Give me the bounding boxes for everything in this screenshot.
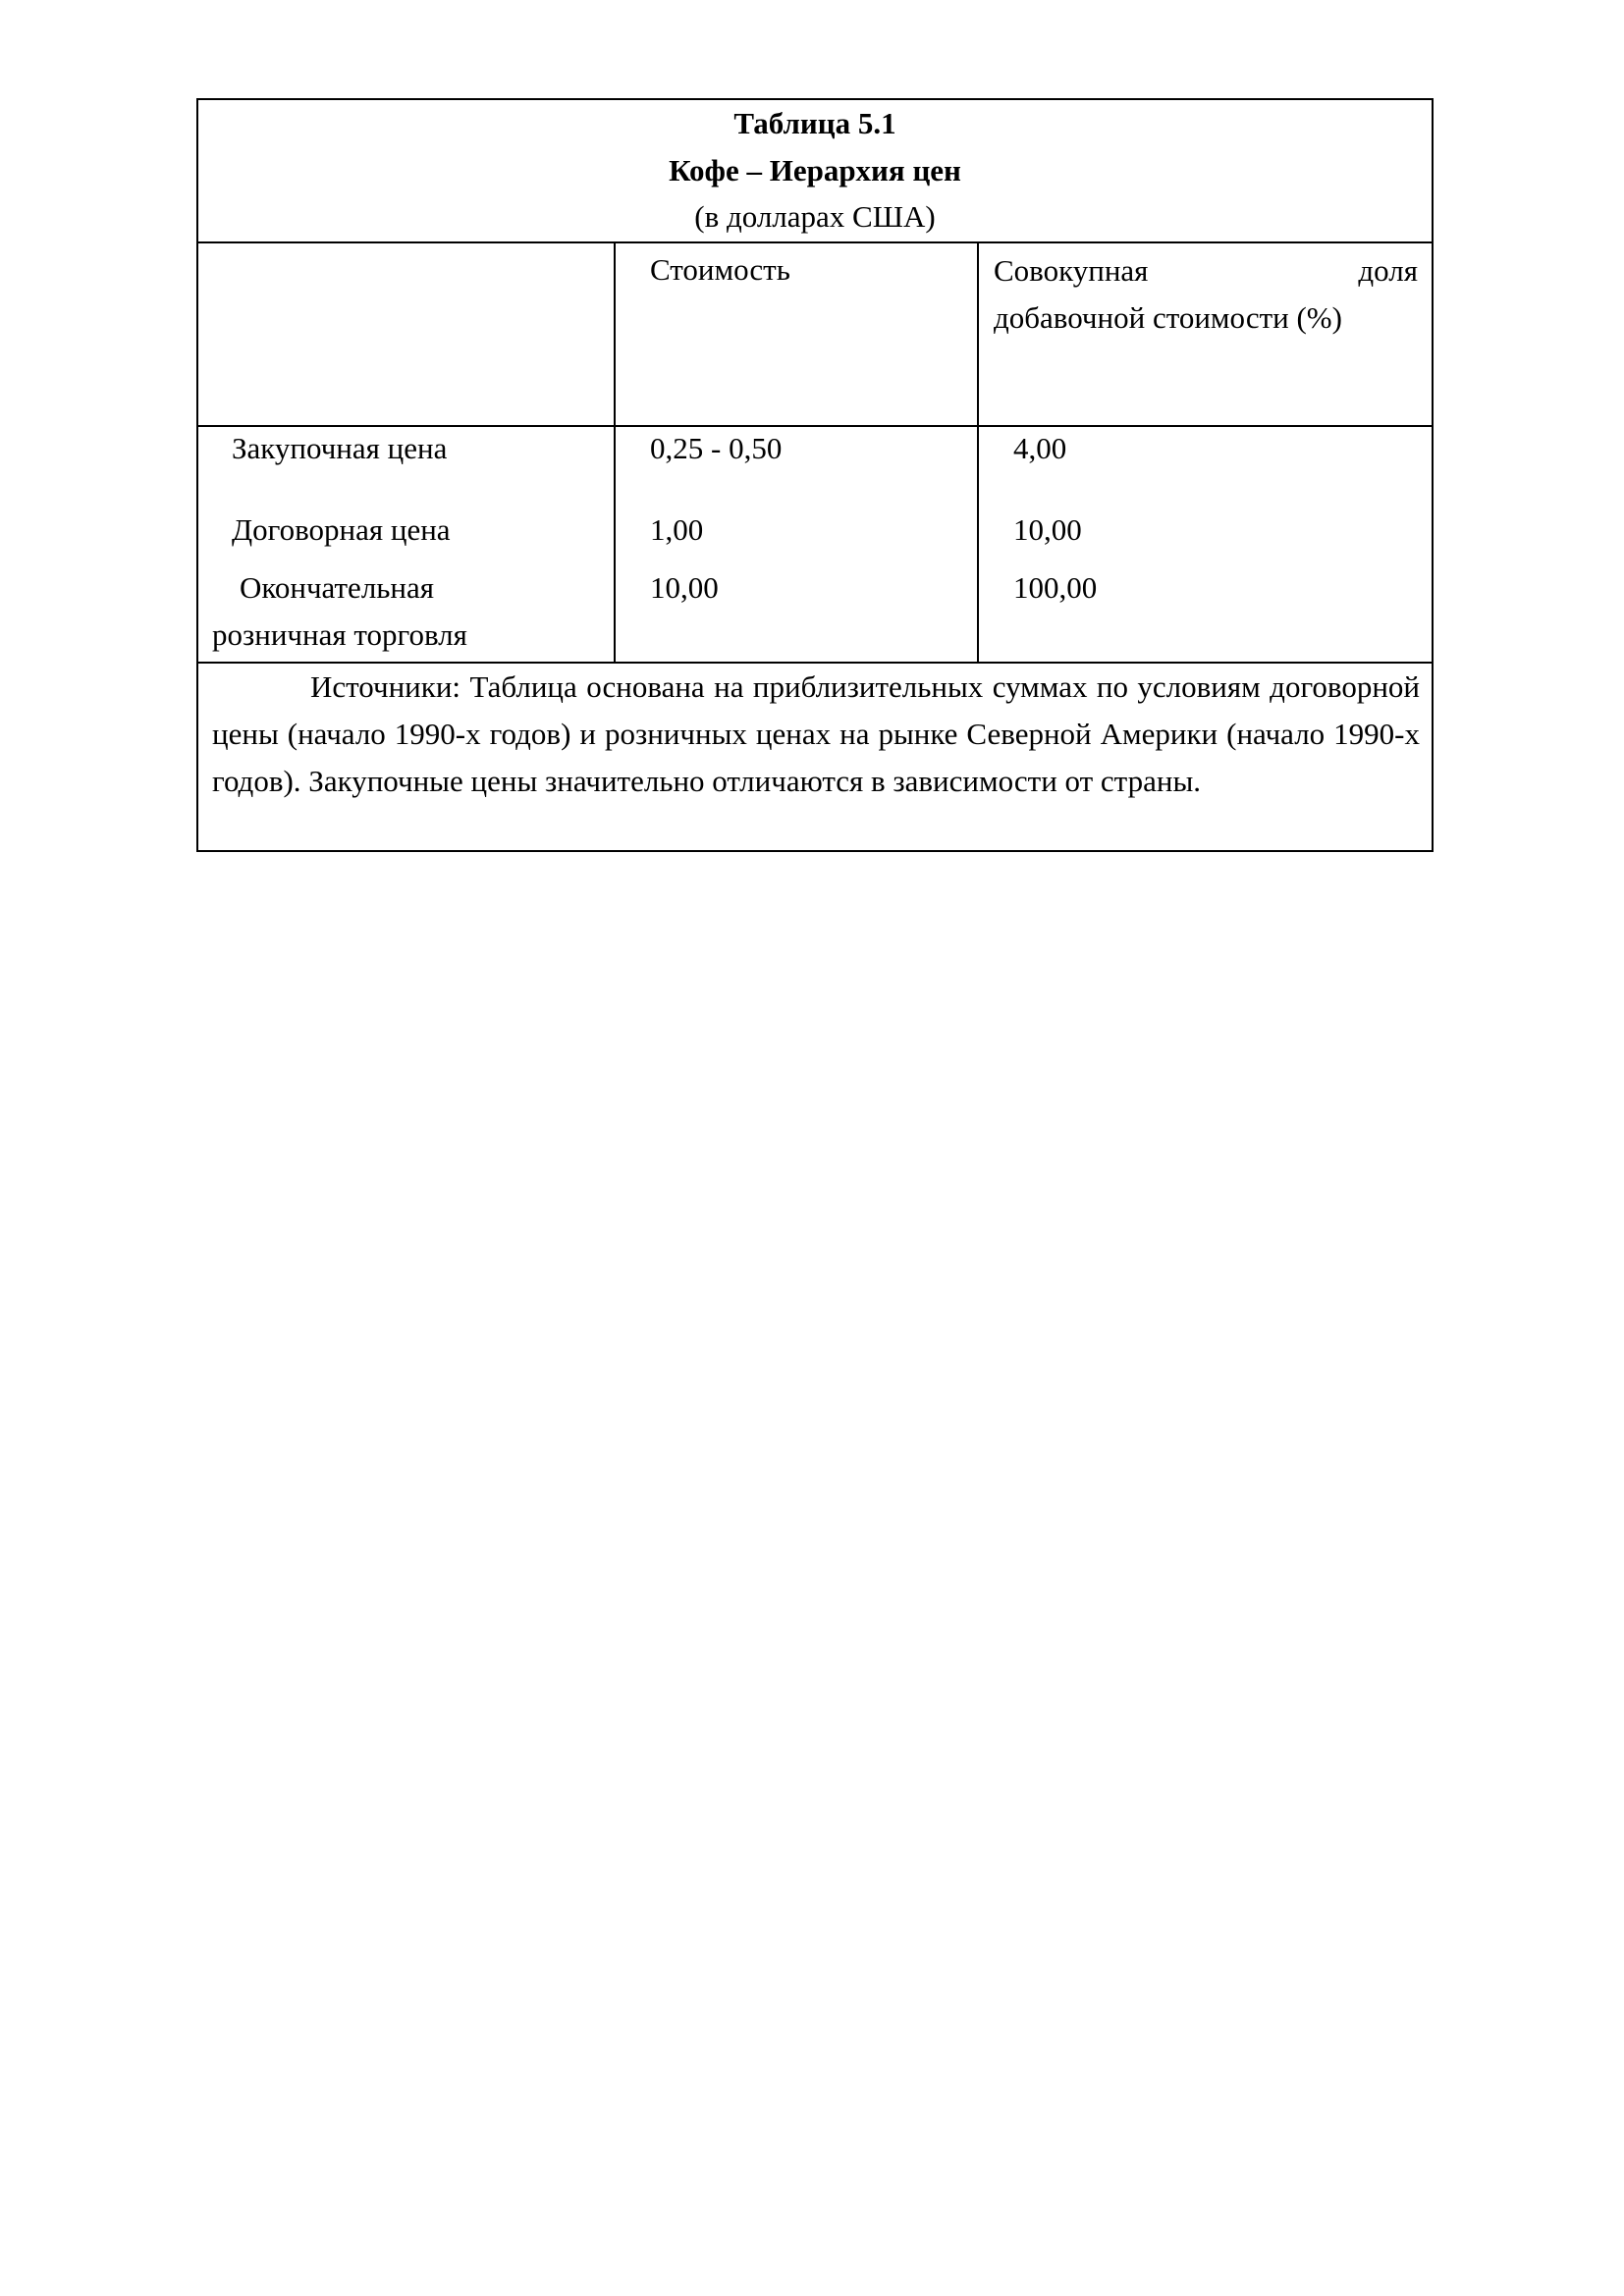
row-label-purchase: Закупочная цена [232, 431, 448, 465]
column-header-share-line2: добавочной стоимости (%) [994, 300, 1342, 335]
column-header-share-word1: Совокупная [994, 253, 1149, 288]
row-cost-contract: 1,00 [650, 512, 704, 547]
row-share-purchase: 4,00 [1013, 431, 1067, 465]
column-divider-1 [614, 243, 616, 664]
row-share-retail: 100,00 [1013, 570, 1098, 605]
table-number-title: Таблица 5.1 [733, 106, 896, 140]
row-label-contract: Договорная цена [232, 512, 451, 547]
table-title-block [198, 100, 1432, 243]
price-hierarchy-table [196, 98, 1434, 852]
row-share-contract: 10,00 [1013, 512, 1082, 547]
row-cost-retail: 10,00 [650, 570, 719, 605]
row-label-retail-line2: розничная торговля [212, 617, 467, 652]
row-label-retail-line1: Окончательная [240, 570, 435, 605]
row-cost-purchase: 0,25 - 0,50 [650, 431, 783, 465]
table-units: (в долларах США) [694, 199, 936, 234]
column-header-share [994, 247, 1418, 342]
table-sources-note: Источники: Таблица основана на приблизительных суммах по условиям договорной цены (начало 1990-х годов) и розничных ценах на рынке Северной Америки (начало 1990-х годов). Закупочные цены значительно отличаются в зависимости от страны. [212, 669, 1420, 798]
column-divider-2 [977, 243, 979, 664]
column-header-share-word2: доля [1358, 253, 1418, 288]
table-main-title: Кофе – Иерархия цен [669, 153, 961, 187]
column-header-cost: Стоимость [650, 252, 790, 287]
